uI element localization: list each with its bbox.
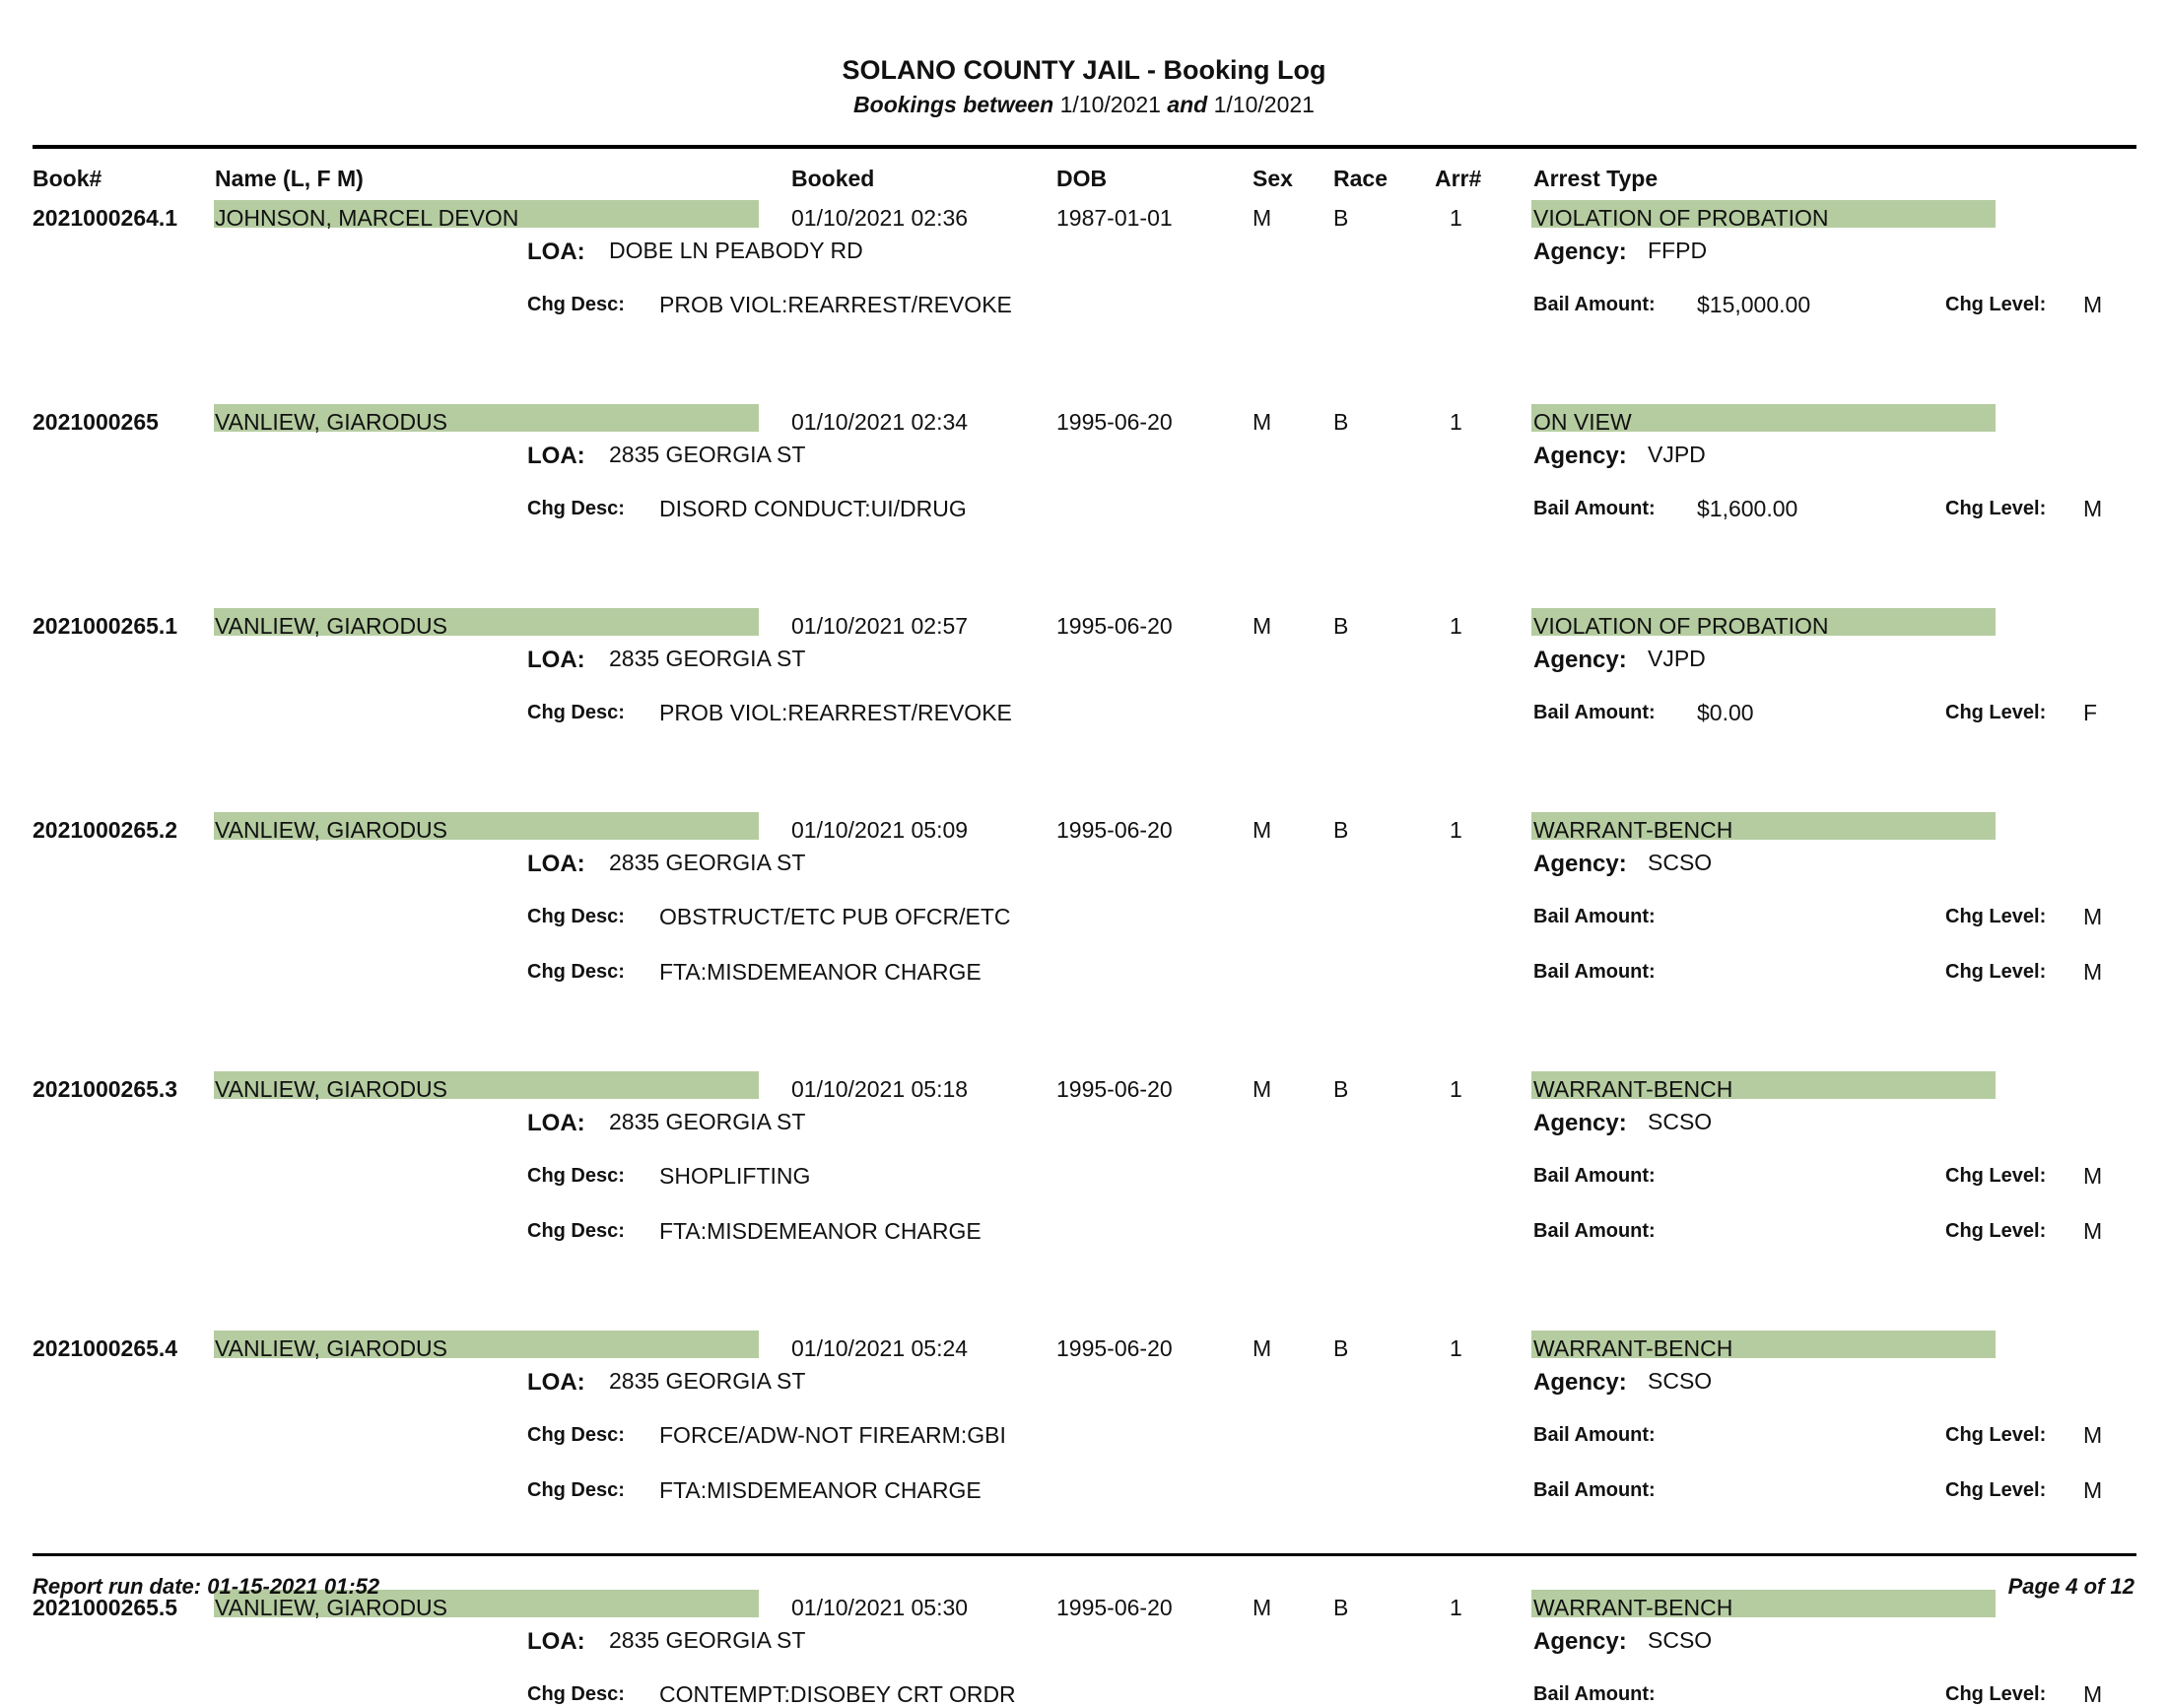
agency-label: Agency: (1533, 239, 1627, 265)
loa-value: 2835 GEORGIA ST (609, 1627, 806, 1653)
loa-value: 2835 GEORGIA ST (609, 1368, 806, 1394)
arrest-type: WARRANT-BENCH (1533, 817, 1733, 843)
arrest-number: 1 (1450, 613, 1462, 639)
chg-level-label: Chg Level: (1945, 702, 2047, 723)
chg-desc-value: OBSTRUCT/ETC PUB OFCR/ETC (659, 904, 1011, 929)
chg-level-value: M (2083, 904, 2103, 929)
loa-value: 2835 GEORGIA ST (609, 1109, 806, 1134)
chg-desc-label: Chg Desc: (527, 1479, 625, 1501)
dob: 1995-06-20 (1056, 409, 1173, 435)
footer-rule (33, 1553, 2136, 1556)
bail-amount-value: $15,000.00 (1697, 292, 1811, 317)
inmate-name: VANLIEW, GIARODUS (215, 1076, 448, 1102)
bail-amount-label: Bail Amount: (1533, 1424, 1656, 1446)
loa-label: LOA: (527, 1369, 585, 1396)
sex: M (1253, 1595, 1272, 1620)
col-header-dob: DOB (1056, 166, 1108, 191)
loa-value: 2835 GEORGIA ST (609, 442, 806, 467)
report-title: SOLANO COUNTY JAIL - Booking Log (842, 55, 1326, 85)
agency-value: VJPD (1648, 442, 1706, 467)
book-number: 2021000264.1 (33, 205, 178, 231)
bail-amount-label: Bail Amount: (1533, 1479, 1656, 1501)
sex: M (1253, 1335, 1272, 1361)
col-header-race: Race (1333, 166, 1388, 191)
loa-value: 2835 GEORGIA ST (609, 646, 806, 671)
agency-label: Agency: (1533, 443, 1627, 469)
chg-desc-label: Chg Desc: (527, 294, 625, 315)
bail-amount-value: $0.00 (1697, 700, 1754, 725)
chg-desc-value: DISORD CONDUCT:UI/DRUG (659, 496, 967, 521)
arrest-type: VIOLATION OF PROBATION (1533, 205, 1829, 231)
sex: M (1253, 409, 1272, 435)
inmate-name: VANLIEW, GIARODUS (215, 1595, 448, 1620)
chg-level-value: F (2083, 700, 2098, 725)
booked-datetime: 01/10/2021 02:36 (791, 205, 969, 231)
arrest-type: ON VIEW (1533, 409, 1632, 435)
sex: M (1253, 205, 1272, 231)
col-header-booked: Booked (791, 166, 875, 191)
bail-amount-label: Bail Amount: (1533, 1220, 1656, 1242)
race: B (1333, 613, 1349, 639)
chg-desc-label: Chg Desc: (527, 1220, 625, 1242)
agency-value: SCSO (1648, 850, 1713, 875)
inmate-name: VANLIEW, GIARODUS (215, 1335, 448, 1361)
chg-level-value: M (2083, 959, 2103, 985)
page-number: Page 4 of 12 (2007, 1574, 2134, 1599)
start-date: 1/10/2021 (1059, 92, 1161, 117)
chg-desc-label: Chg Desc: (527, 498, 625, 519)
chg-level-label: Chg Level: (1945, 498, 2047, 519)
book-number: 2021000265 (33, 409, 159, 435)
race: B (1333, 817, 1349, 843)
dob: 1995-06-20 (1056, 1595, 1173, 1620)
sex: M (1253, 817, 1272, 843)
agency-label: Agency: (1533, 1110, 1627, 1136)
chg-desc-value: FORCE/ADW-NOT FIREARM:GBI (659, 1422, 1006, 1448)
col-header-arrest-type: Arrest Type (1533, 166, 1659, 191)
arrest-type: VIOLATION OF PROBATION (1533, 613, 1829, 639)
col-header-name: Name (L, F M) (215, 166, 364, 191)
sex: M (1253, 613, 1272, 639)
book-number: 2021000265.3 (33, 1076, 178, 1102)
chg-level-label: Chg Level: (1945, 1220, 2047, 1242)
booked-datetime: 01/10/2021 05:30 (791, 1595, 969, 1620)
arrest-type: WARRANT-BENCH (1533, 1335, 1733, 1361)
booked-datetime: 01/10/2021 02:34 (791, 409, 969, 435)
race: B (1333, 1335, 1349, 1361)
chg-level-label: Chg Level: (1945, 1683, 2047, 1705)
chg-desc-value: FTA:MISDEMEANOR CHARGE (659, 959, 982, 985)
chg-level-label: Chg Level: (1945, 1165, 2047, 1187)
agency-label: Agency: (1533, 1628, 1627, 1655)
chg-level-value: M (2083, 1163, 2103, 1189)
loa-label: LOA: (527, 443, 585, 469)
booked-datetime: 01/10/2021 05:24 (791, 1335, 969, 1361)
arrest-type: WARRANT-BENCH (1533, 1076, 1733, 1102)
col-header-arr: Arr# (1435, 166, 1482, 191)
chg-level-label: Chg Level: (1945, 1424, 2047, 1446)
arrest-type: WARRANT-BENCH (1533, 1595, 1733, 1620)
chg-desc-label: Chg Desc: (527, 1424, 625, 1446)
arrest-number: 1 (1450, 205, 1462, 231)
booked-datetime: 01/10/2021 02:57 (791, 613, 969, 639)
book-number: 2021000265.2 (33, 817, 178, 843)
inmate-name: VANLIEW, GIARODUS (215, 817, 448, 843)
chg-level-label: Chg Level: (1945, 961, 2047, 983)
end-date: 1/10/2021 (1213, 92, 1315, 117)
inmate-name: JOHNSON, MARCEL DEVON (215, 205, 519, 231)
chg-desc-value: FTA:MISDEMEANOR CHARGE (659, 1477, 982, 1503)
chg-level-value: M (2083, 292, 2103, 317)
loa-label: LOA: (527, 1110, 585, 1136)
agency-value: VJPD (1648, 646, 1706, 671)
col-header-book: Book# (33, 166, 102, 191)
agency-label: Agency: (1533, 851, 1627, 877)
chg-level-label: Chg Level: (1945, 294, 2047, 315)
chg-desc-value: PROB VIOL:REARREST/REVOKE (659, 700, 1012, 725)
agency-value: FFPD (1648, 238, 1708, 263)
loa-label: LOA: (527, 647, 585, 673)
report-subtitle (0, 92, 2168, 118)
arrest-number: 1 (1450, 817, 1462, 843)
arrest-number: 1 (1450, 1335, 1462, 1361)
dob: 1995-06-20 (1056, 613, 1173, 639)
chg-desc-value: PROB VIOL:REARREST/REVOKE (659, 292, 1012, 317)
book-number: 2021000265.1 (33, 613, 178, 639)
chg-level-value: M (2083, 496, 2103, 521)
race: B (1333, 205, 1349, 231)
bail-amount-value: $1,600.00 (1697, 496, 1798, 521)
chg-desc-value: FTA:MISDEMEANOR CHARGE (659, 1218, 982, 1244)
booked-datetime: 01/10/2021 05:09 (791, 817, 969, 843)
dob: 1995-06-20 (1056, 1335, 1173, 1361)
loa-label: LOA: (527, 1628, 585, 1655)
col-header-sex: Sex (1253, 166, 1293, 191)
bail-amount-label: Bail Amount: (1533, 294, 1656, 315)
book-number: 2021000265.4 (33, 1335, 178, 1361)
dob: 1987-01-01 (1056, 205, 1173, 231)
loa-label: LOA: (527, 239, 585, 265)
bail-amount-label: Bail Amount: (1533, 1165, 1656, 1187)
chg-level-value: M (2083, 1681, 2103, 1707)
report-run-date: Report run date: 01-15-2021 01:52 (33, 1574, 380, 1599)
bail-amount-label: Bail Amount: (1533, 702, 1656, 723)
subtitle-prefix: Bookings between (853, 92, 1054, 117)
race: B (1333, 1076, 1349, 1102)
inmate-name: VANLIEW, GIARODUS (215, 409, 448, 435)
chg-desc-value: SHOPLIFTING (659, 1163, 811, 1189)
arrest-number: 1 (1450, 409, 1462, 435)
dob: 1995-06-20 (1056, 1076, 1173, 1102)
chg-desc-label: Chg Desc: (527, 702, 625, 723)
race: B (1333, 1595, 1349, 1620)
loa-label: LOA: (527, 851, 585, 877)
bail-amount-label: Bail Amount: (1533, 961, 1656, 983)
inmate-name: VANLIEW, GIARODUS (215, 613, 448, 639)
race: B (1333, 409, 1349, 435)
arrest-number: 1 (1450, 1595, 1462, 1620)
booked-datetime: 01/10/2021 05:18 (791, 1076, 969, 1102)
agency-value: SCSO (1648, 1627, 1713, 1653)
chg-desc-label: Chg Desc: (527, 1165, 625, 1187)
agency-value: SCSO (1648, 1109, 1713, 1134)
loa-value: 2835 GEORGIA ST (609, 850, 806, 875)
chg-level-label: Chg Level: (1945, 1479, 2047, 1501)
bail-amount-label: Bail Amount: (1533, 498, 1656, 519)
chg-level-label: Chg Level: (1945, 906, 2047, 927)
sex: M (1253, 1076, 1272, 1102)
bail-amount-label: Bail Amount: (1533, 1683, 1656, 1705)
header-rule (33, 145, 2136, 149)
chg-desc-value: CONTEMPT:DISOBEY CRT ORDR (659, 1681, 1016, 1707)
chg-level-value: M (2083, 1422, 2103, 1448)
loa-value: DOBE LN PEABODY RD (609, 238, 863, 263)
bail-amount-label: Bail Amount: (1533, 906, 1656, 927)
chg-desc-label: Chg Desc: (527, 906, 625, 927)
agency-label: Agency: (1533, 647, 1627, 673)
agency-value: SCSO (1648, 1368, 1713, 1394)
arrest-number: 1 (1450, 1076, 1462, 1102)
dob: 1995-06-20 (1056, 817, 1173, 843)
chg-level-value: M (2083, 1218, 2103, 1244)
book-number: 2021000265.5 (33, 1595, 178, 1620)
chg-desc-label: Chg Desc: (527, 1683, 625, 1705)
chg-level-value: M (2083, 1477, 2103, 1503)
subtitle-and: and (1167, 92, 1208, 117)
chg-desc-label: Chg Desc: (527, 961, 625, 983)
agency-label: Agency: (1533, 1369, 1627, 1396)
